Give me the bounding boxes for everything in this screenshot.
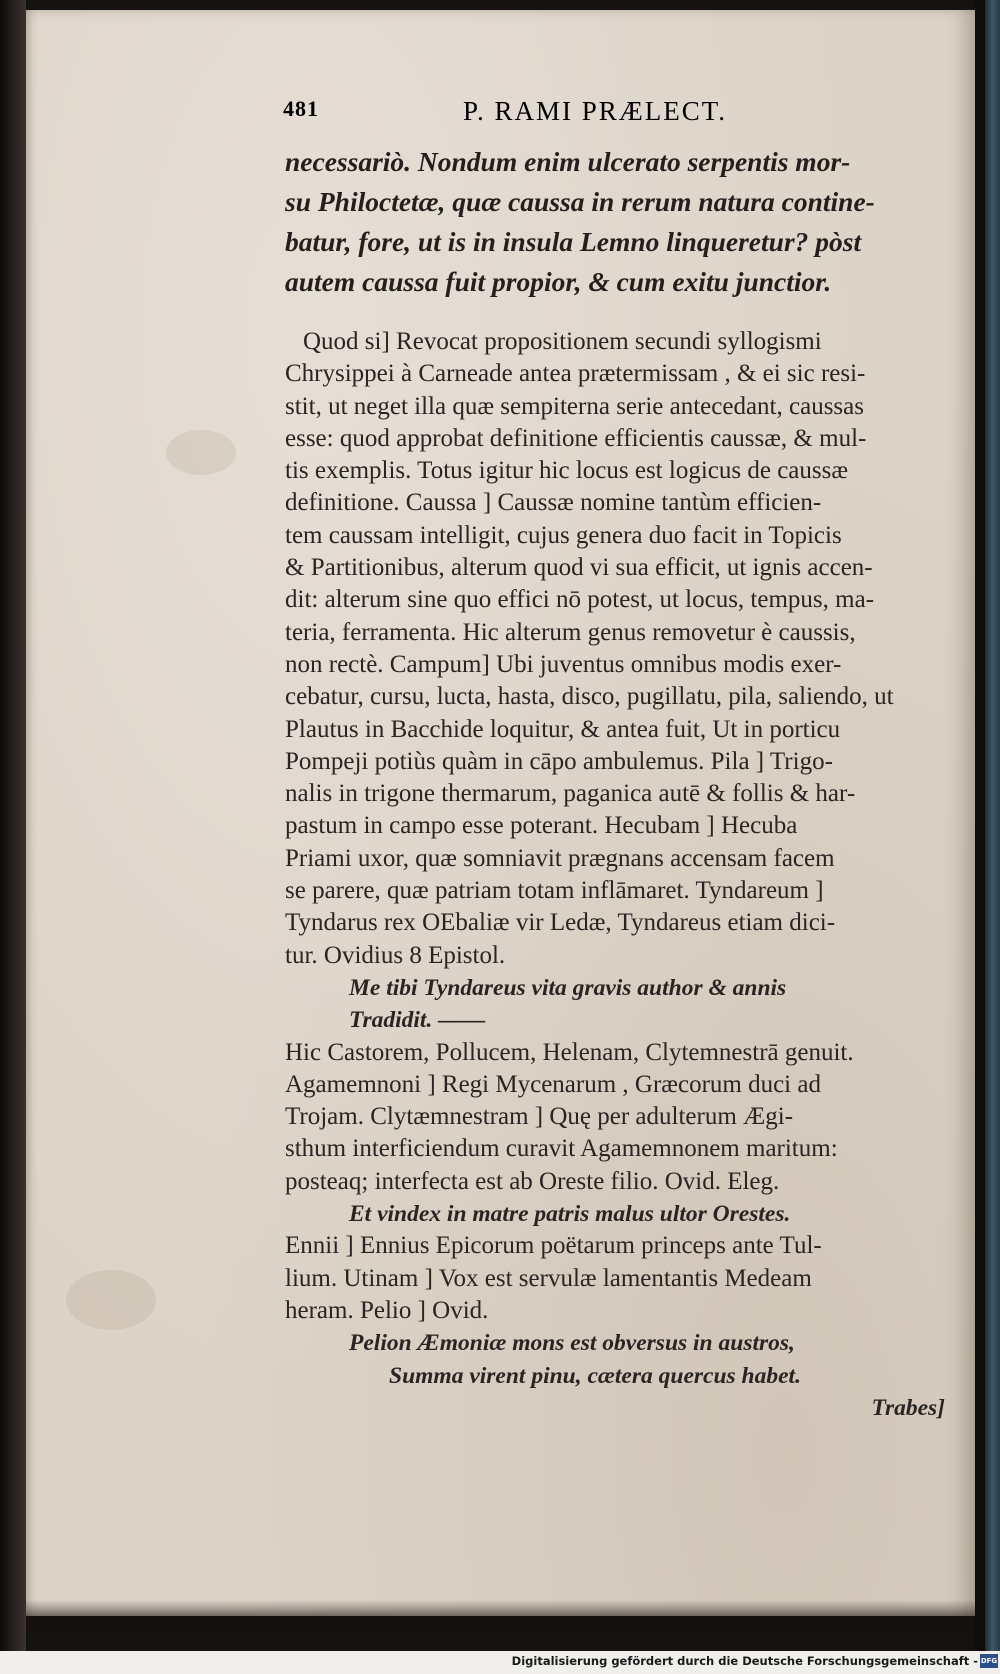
text-line: autem caussa fuit propior, & cum exitu junctior.	[285, 266, 832, 297]
text-line: tem caussam intelligit, cujus genera duo facit in Topicis	[285, 521, 842, 549]
text-line: cebatur, cursu, lucta, hasta, disco, pugillatu, pila, saliendo, ut	[285, 683, 894, 711]
text-line: esse: quod approbat definitione efficientis caussæ, & mul-	[285, 424, 867, 452]
text-line: posteaq; interfecta est ab Oreste filio. Ovid. Eleg.	[285, 1167, 780, 1195]
text-line: tur. Ovidius 8 Epistol.	[285, 941, 506, 969]
text-line: necessariò. Nondum enim ulcerato serpentis mor-	[285, 146, 851, 177]
verse-line: Me tibi Tyndareus vita gravis author & annis	[349, 974, 787, 1001]
text-line: Plautus in Bacchide loquitur, & antea fuit, Ut in porticu	[285, 715, 841, 743]
verse-line: Et vindex in matre patris malus ultor Orestes.	[349, 1201, 791, 1228]
text-line: Hic Castorem, Pollucem, Helenam, Clytemnestrā genuit.	[285, 1038, 854, 1066]
text-line: stit, ut neget illa quæ sempiterna serie antecedant, caussas	[285, 392, 864, 420]
catchword: Trabes]	[871, 1394, 945, 1421]
text-line: & Partitionibus, alterum quod vi sua efficit, ut ignis accen-	[285, 554, 873, 582]
text-line: non rectè. Campum] Ubi juventus omnibus modis exer-	[285, 650, 842, 678]
text-line: Agamemnoni ] Regi Mycenarum , Græcorum duci ad	[285, 1070, 821, 1098]
text-line: teria, ferramenta. Hic alterum genus removetur è caussis,	[285, 618, 856, 646]
text-line: batur, fore, ut is in insula Lemno linqueretur? pòst	[285, 226, 862, 257]
paper-stain	[66, 1270, 156, 1330]
text-line: su Philoctetæ, quæ caussa in rerum natura contine-	[285, 186, 875, 217]
book-fore-edge	[985, 0, 1000, 1651]
paper-stain	[166, 430, 236, 475]
text-line: heram. Pelio ] Ovid.	[285, 1296, 489, 1324]
text-line: Priami uxor, quæ somniavit prægnans accensam facem	[285, 844, 835, 872]
page-title: P. RAMI PRÆLECT.	[463, 96, 728, 126]
verse-line: Summa virent pinu, cætera quercus habet.	[389, 1362, 801, 1389]
text-line: se parere, quæ patriam totam inflāmaret. Tyndareum ]	[285, 877, 824, 905]
funding-notice: Digitalisierung gefördert durch die Deutsche Forschungsgemeinschaft -	[511, 1654, 978, 1668]
text-line: definitione. Caussa ] Caussæ nomine tantùm efficien-	[285, 489, 822, 517]
text-line: lium. Utinam ] Vox est servulæ lamentantis Medeam	[285, 1264, 812, 1292]
running-head	[283, 96, 943, 132]
text-line: dit: alterum sine quo effici nō potest, ut locus, tempus, ma-	[285, 586, 875, 614]
text-line: pastum in campo esse poterant. Hecubam ] Hecuba	[285, 812, 798, 840]
page-bottom-shadow	[26, 1600, 975, 1630]
footer-bar	[0, 1651, 1000, 1674]
text-line: sthum interficiendum curavit Agamemnonem maritum:	[285, 1135, 838, 1163]
book-spine-edge	[0, 0, 26, 1651]
page-gutter-shadow	[975, 0, 985, 1651]
verse-line: Tradidit. ——	[349, 1007, 486, 1034]
text-line: Tyndarus rex OEbaliæ vir Ledæ, Tyndareus etiam dici-	[285, 909, 836, 937]
text-line: Pompeji potiùs quàm in cāpo ambulemus. Pila ] Trigo-	[285, 747, 833, 775]
text-line: Quod si] Revocat propositionem secundi syllogismi	[303, 328, 822, 355]
commentary-body	[285, 326, 961, 1424]
text-line: Ennii ] Ennius Epicorum poëtarum princeps ante Tul-	[285, 1232, 822, 1260]
dfg-logo-icon: DFG	[980, 1654, 998, 1668]
verse-line: Pelion Æmoniæ mons est obversus in austros,	[349, 1330, 795, 1357]
text-line: Chrysippei à Carneade antea prætermissam , & ei sic resi-	[285, 360, 866, 388]
italic-passage	[285, 142, 957, 302]
text-line: tis exemplis. Totus igitur hic locus est logicus de caussæ	[285, 457, 849, 485]
text-line: Trojam. Clytæmnestram ] Quę per adulterum Ægi-	[285, 1103, 794, 1131]
page-number: 481	[283, 96, 319, 121]
text-line: nalis in trigone thermarum, paganica autē & follis & har-	[285, 780, 856, 808]
